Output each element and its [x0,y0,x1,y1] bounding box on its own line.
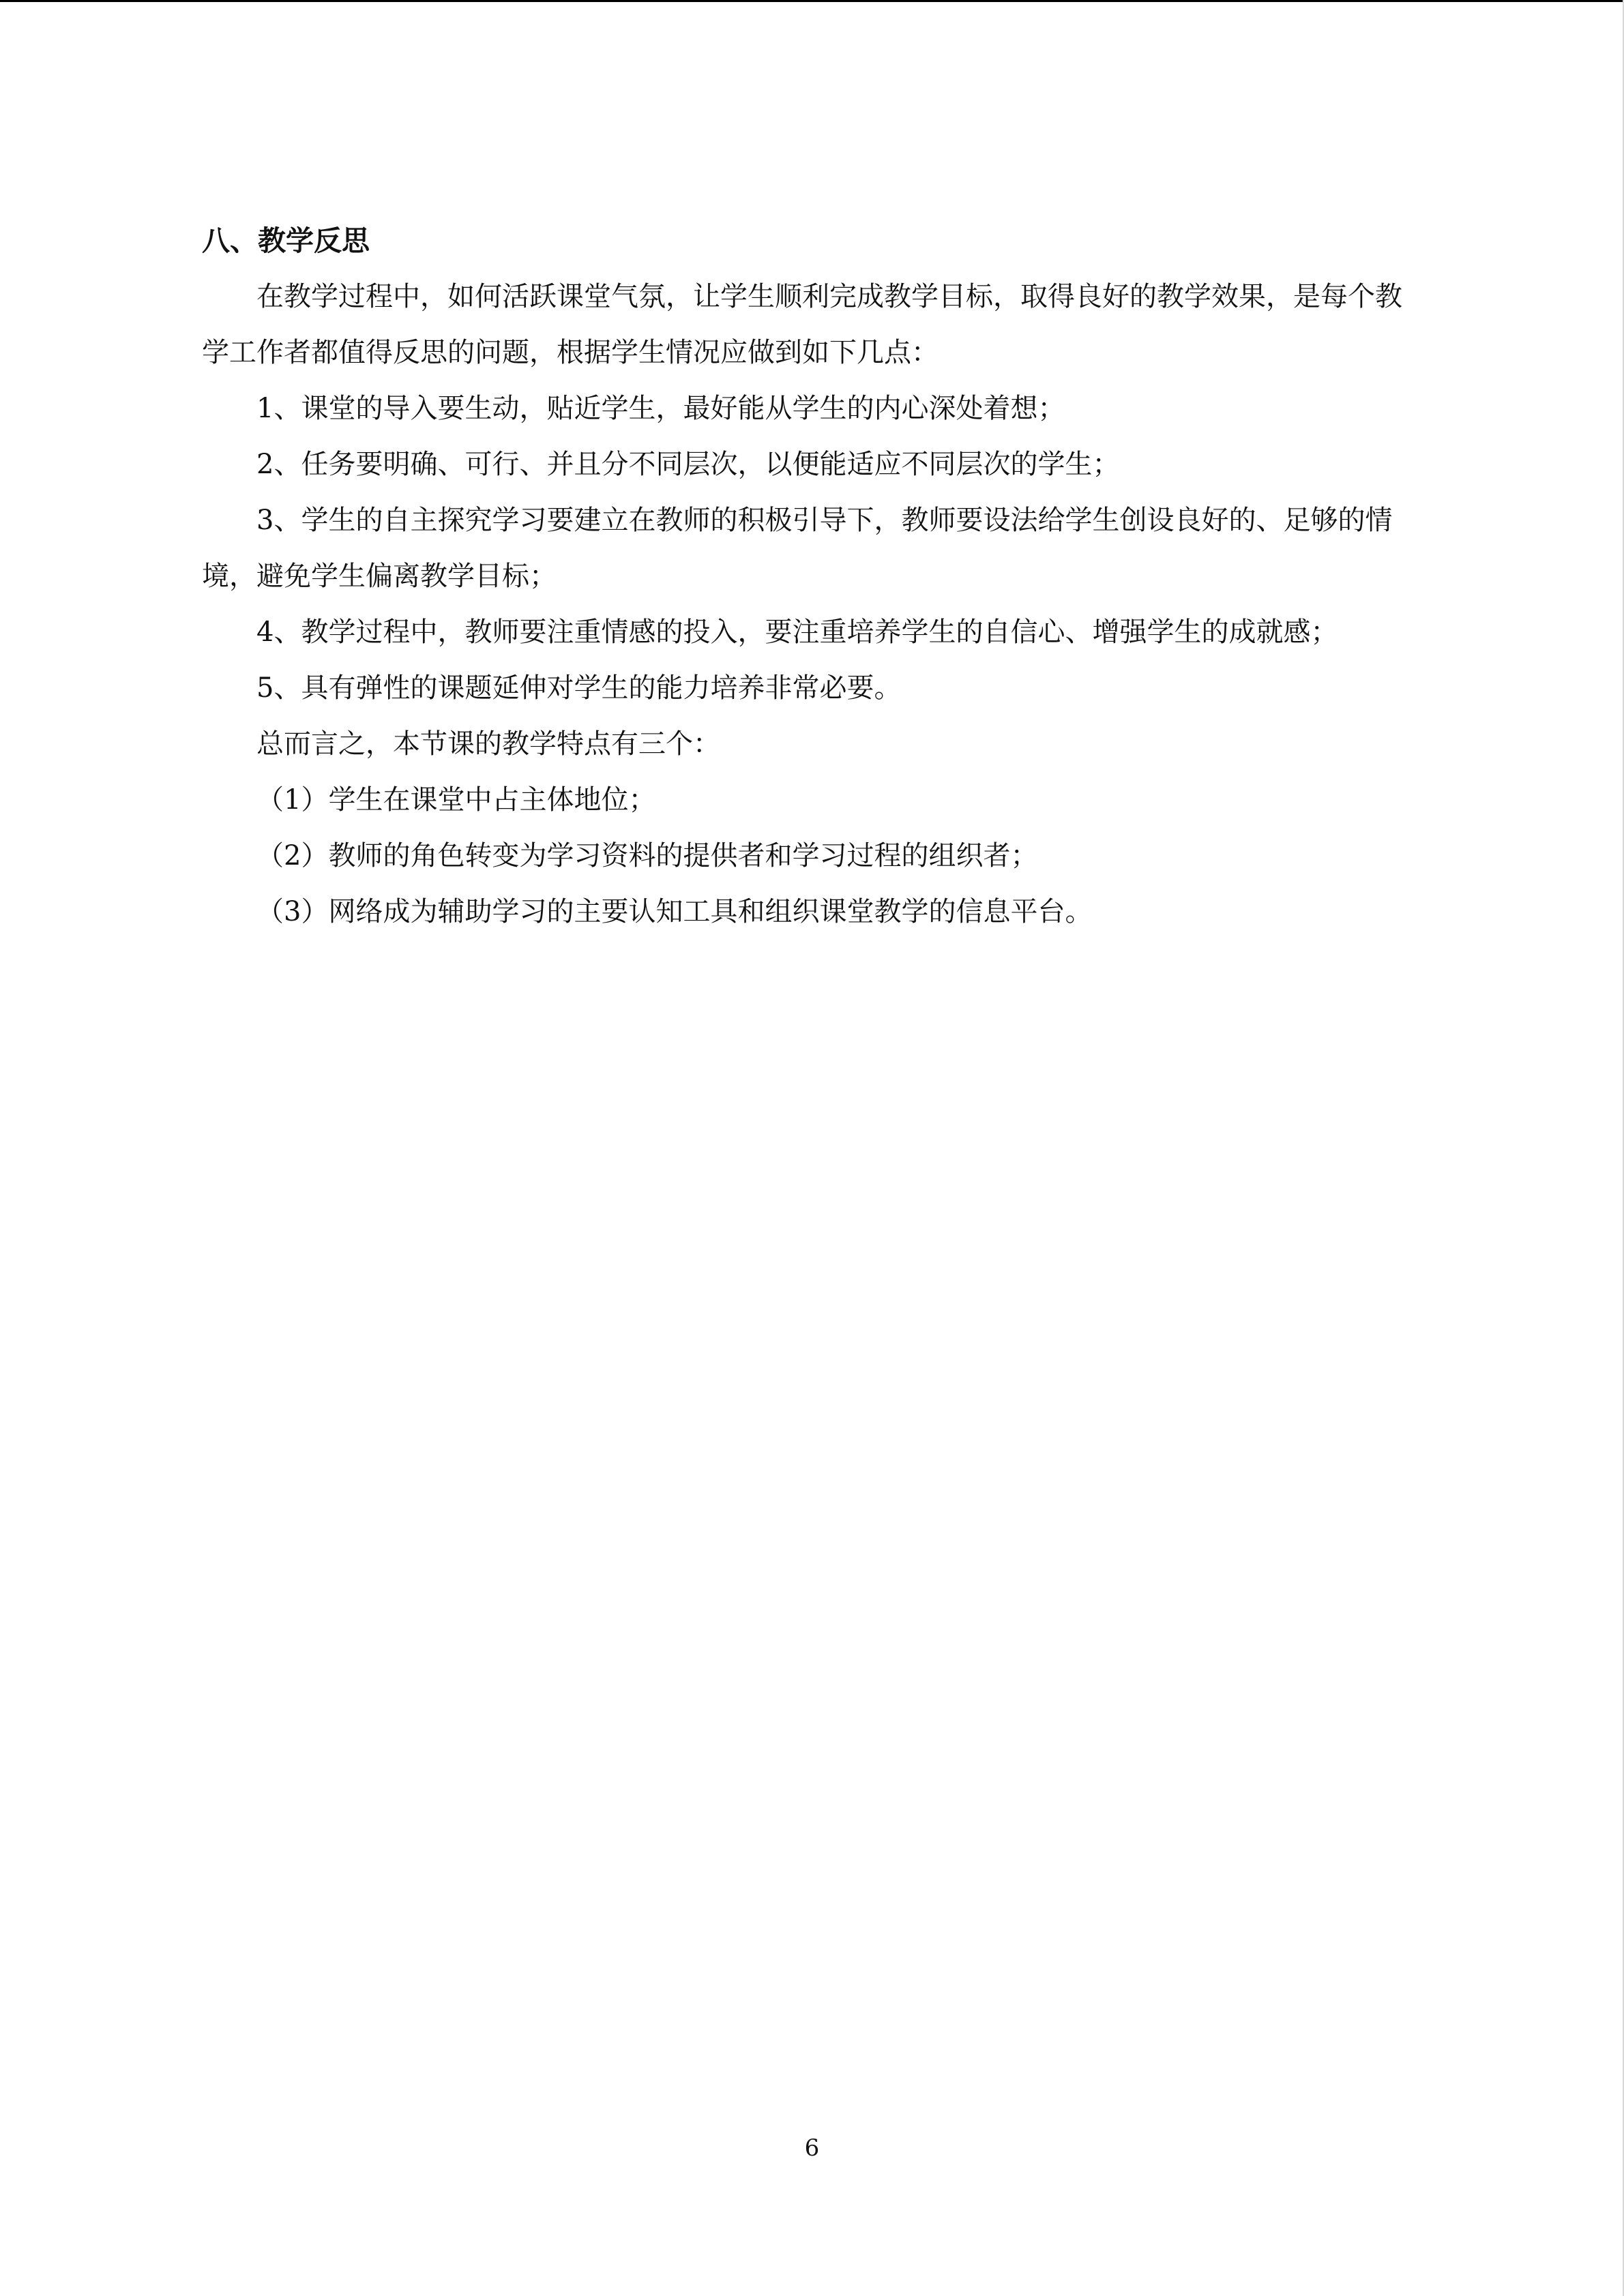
document-body [202,213,1423,940]
feature-item-2: （2）教师的角色转变为学习资料的提供者和学习过程的组织者； [256,840,1038,871]
reflection-point-2: 2、任务要明确、可行、并且分不同层次，以便能适应不同层次的学生； [256,449,1120,480]
reflection-point-5: 5、具有弹性的课题延伸对学生的能力培养非常必要。 [256,672,902,704]
summary-line: 总而言之，本节课的教学特点有三个： [256,728,720,760]
feature-item-1: （1）学生在课堂中占主体地位； [256,784,656,816]
reflection-point-1: 1、课堂的导入要生动，贴近学生，最好能从学生的内心深处着想； [256,393,1065,424]
reflection-point-3: 3、学生的自主探究学习要建立在教师的积极引导下，教师要设法给学生创设良好的、足够的情境，避免学生偏离教学目标； [202,505,1393,592]
reflection-point-4: 4、教学过程中，教师要注重情感的投入，要注重培养学生的自信心、增强学生的成就感； [256,616,1338,648]
top-border-line [0,0,1624,2]
section-heading: 八、教学反思 [202,224,370,257]
page-number: 6 [804,2134,820,2162]
intro-paragraph: 在教学过程中，如何活跃课堂气氛，让学生顺利完成教学目标，取得良好的教学效果，是每个教学工作者都值得反思的问题，根据学生情况应做到如下几点： [202,281,1402,368]
feature-item-3: （3）网络成为辅助学习的主要认知工具和组织课堂教学的信息平台。 [256,896,1093,927]
